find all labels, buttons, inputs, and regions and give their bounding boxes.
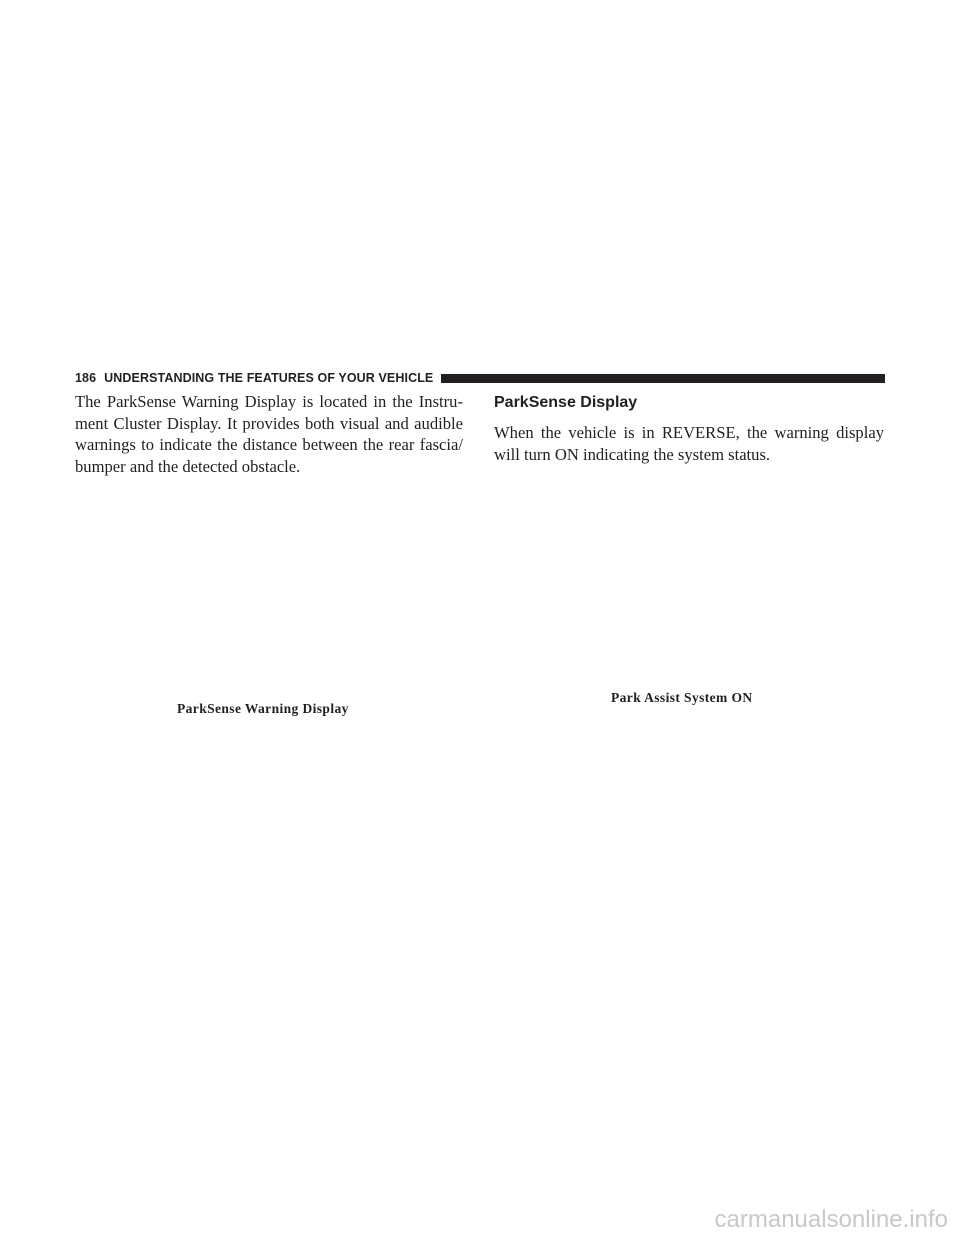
section-title: UNDERSTANDING THE FEATURES OF YOUR VEHICLE bbox=[104, 371, 434, 385]
page-number: 186 bbox=[75, 371, 97, 385]
parksense-display-heading: ParkSense Display bbox=[494, 394, 638, 411]
reverse-paragraph: When the vehicle is in REVERSE, the warning display will turn ON indicating the system status. bbox=[494, 423, 884, 464]
left-column bbox=[75, 391, 463, 477]
warning-display-caption: ParkSense Warning Display bbox=[177, 701, 349, 716]
header-rule bbox=[441, 374, 885, 383]
watermark: carmanualsonline.info bbox=[714, 1206, 948, 1233]
intro-paragraph: The ParkSense Warning Display is located in the Instru-ment Cluster Display. It provides both visual and audible warnings to indicate the distance between the rear fascia/ bumper and the detected obstacle. bbox=[75, 392, 463, 476]
right-column bbox=[494, 391, 884, 465]
page-header bbox=[75, 371, 885, 385]
park-assist-figure bbox=[494, 475, 884, 685]
warning-display-figure bbox=[75, 480, 463, 690]
park-assist-caption: Park Assist System ON bbox=[611, 690, 753, 705]
